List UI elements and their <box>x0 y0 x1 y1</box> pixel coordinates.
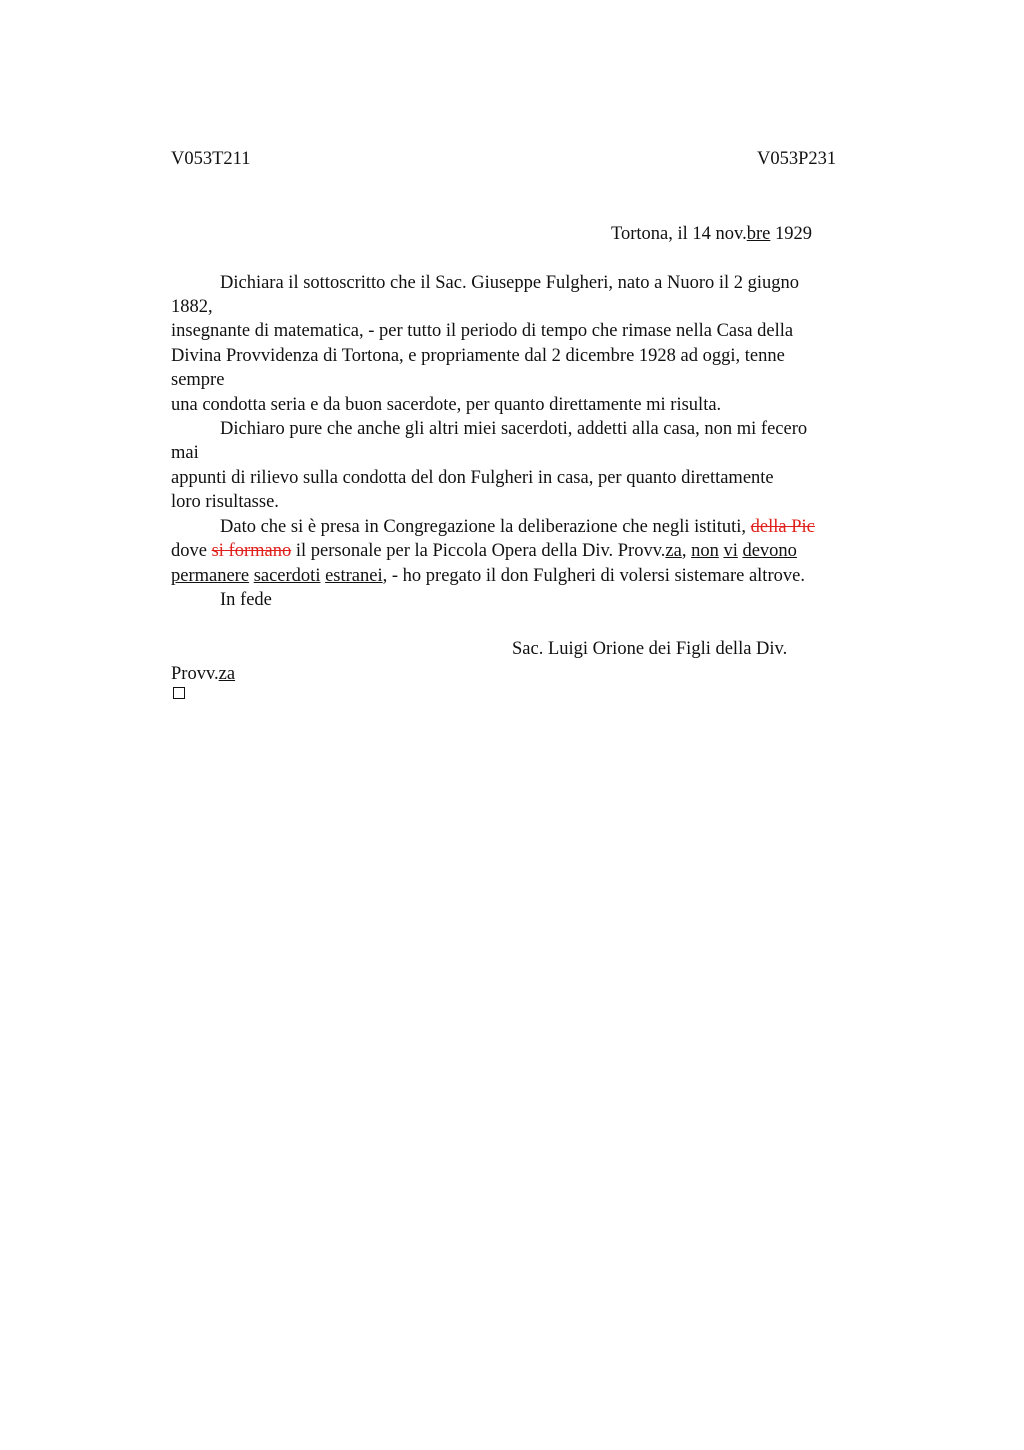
line13-underlined-2: sacerdoti <box>253 566 321 586</box>
signature-underlined: za <box>218 664 236 684</box>
signature-line-1: Sac. Luigi Orione dei Figli della Div. <box>512 639 788 659</box>
body-line-9: appunti di rilievo sulla condotta del don Fulgheri in casa, per quanto direttamente <box>171 468 774 488</box>
date-suffix: 1929 <box>770 224 812 244</box>
date-prefix: Tortona, il 14 nov. <box>611 224 747 244</box>
line11-text: Dato che si è presa in Congregazione la deliberazione che negli istituti, <box>220 517 751 537</box>
line12-underlined-2: non <box>691 541 719 561</box>
body-line-2: 1882, <box>171 297 213 317</box>
line12-c: , <box>681 541 692 561</box>
body-line-5: sempre <box>171 370 225 390</box>
header-left-code: V053T211 <box>171 149 251 169</box>
body-line-12 <box>171 542 797 561</box>
body-line-10: loro risultasse. <box>171 492 279 512</box>
line13-underlined-1: permanere <box>171 566 250 586</box>
signature-prefix: Provv. <box>171 664 219 684</box>
body-line-7: Dichiaro pure che anche gli altri miei sacerdoti, addetti alla casa, non mi fecero <box>220 419 808 439</box>
line13-c: , - ho pregato il don Fulgheri di volersi sistemare altrove. <box>382 566 805 586</box>
body-line-3: insegnante di matematica, - per tutto il periodo di tempo che rimase nella Casa della <box>171 321 794 341</box>
line11-deleted-text: della Pic <box>750 517 815 537</box>
body-line-13 <box>171 567 805 586</box>
header-right-code: V053P231 <box>757 149 837 169</box>
body-line-14: In fede <box>220 590 272 610</box>
line12-a: dove <box>171 541 212 561</box>
line12-b: il personale per la Piccola Opera della Div. Provv. <box>291 541 666 561</box>
line12-underlined-3: vi <box>723 541 738 561</box>
body-line-4: Divina Provvidenza di Tortona, e propriamente dal 2 dicembre 1928 ad oggi, tenne <box>171 346 785 366</box>
date-line <box>611 225 812 244</box>
body-line-11 <box>220 518 815 537</box>
line12-deleted-text: si formano <box>211 541 292 561</box>
empty-box-icon <box>173 687 185 699</box>
line13-underlined-3: estranei <box>325 566 383 586</box>
body-line-6: una condotta seria e da buon sacerdote, per quanto direttamente mi risulta. <box>171 395 722 415</box>
line12-underlined-1: za <box>665 541 682 561</box>
signature-line-2 <box>171 665 235 684</box>
line12-underlined-4: devono <box>742 541 797 561</box>
body-line-8: mai <box>171 443 199 463</box>
date-underlined: bre <box>746 224 771 244</box>
body-line-1: Dichiara il sottoscritto che il Sac. Giuseppe Fulgheri, nato a Nuoro il 2 giugno <box>220 273 800 293</box>
